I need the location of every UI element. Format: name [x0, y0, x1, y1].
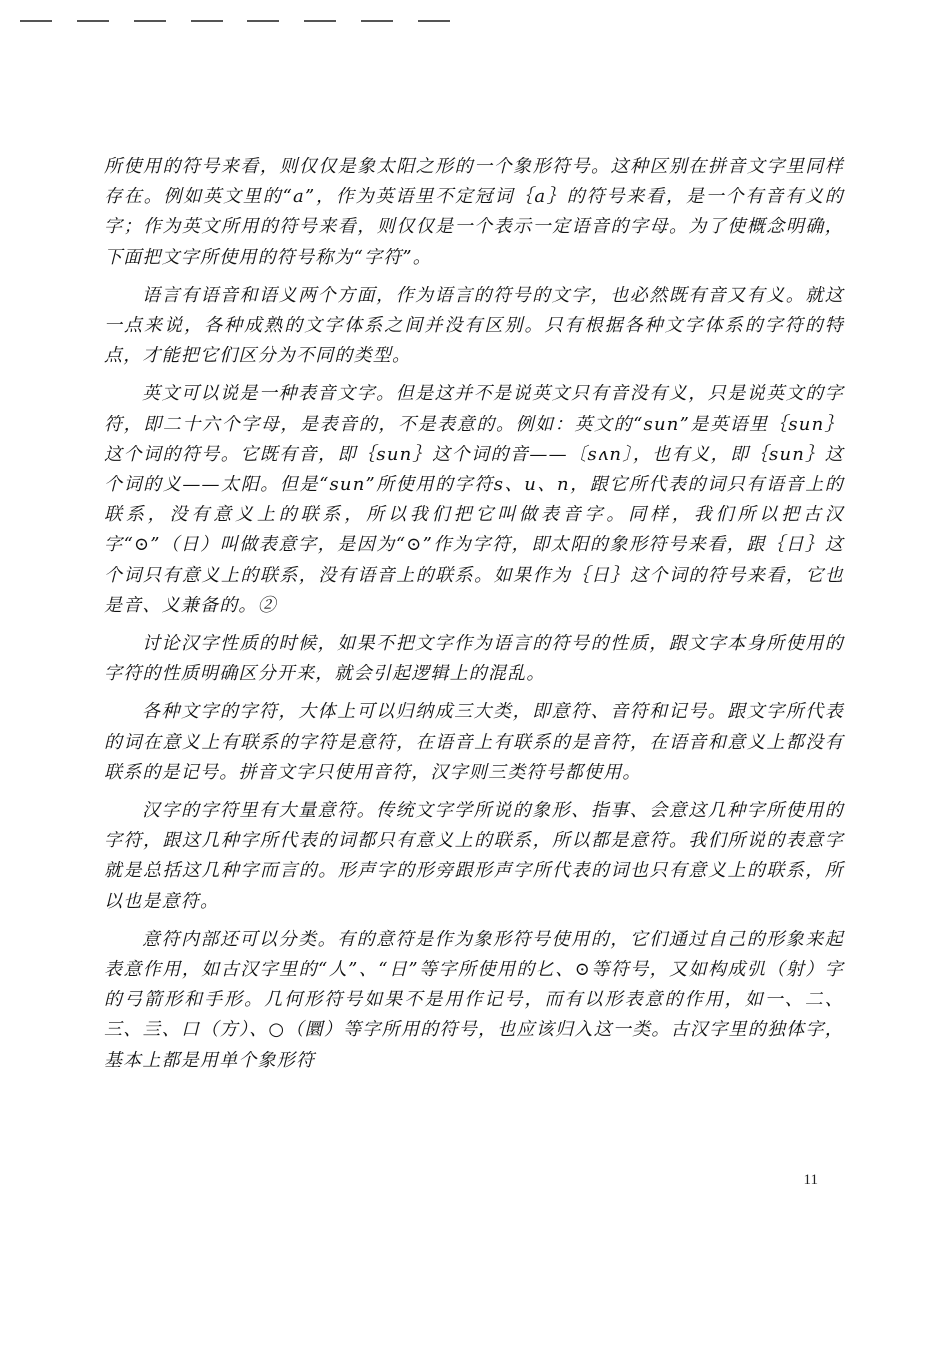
paragraph-continued: 所使用的符号来看，则仅仅是象太阳之形的一个象形符号。这种区别在拼音文字里同样存在。例如英文里的“a”，作为英语里不定冠词｛a｝的符号来看，是一个有音有义的字；作为英文所用的符号来看，则仅仅是一个表示一定语音的字母。为了使概念明确，下面把文字所使用的符号称为“字符”。 — [104, 156, 844, 268]
paragraph: 语言有语音和语义两个方面，作为语言的符号的文字，也必然既有音又有义。就这一点来说，各种成熟的文字体系之间并没有区别。只有根据各种文字体系的字符的特点，才能把它们区分为不同的类型。 — [104, 284, 844, 367]
dash — [20, 20, 52, 22]
dash — [361, 20, 393, 22]
dash — [134, 20, 166, 22]
page-number: 11 — [803, 1172, 818, 1188]
dash — [418, 20, 450, 22]
page-body — [104, 152, 844, 1084]
paragraph: 各种文字的字符，大体上可以归纳成三大类，即意符、音符和记号。跟文字所代表的词在意义上有联系的字符是意符，在语音上有联系的是音符，在语音和意义上都没有联系的是记号。拼音文字只使用音符，汉字则三类符号都使用。 — [104, 701, 844, 783]
dash — [304, 20, 336, 22]
paragraph: 意符内部还可以分类。有的意符是作为象形符号使用的，它们通过自己的形象来起表意作用，如古汉字里的“人”、“日”等字所使用的𠤎、⊙等符号，又如构成𢎪（射）字的弓箭形和手形。几何形符号如果不是用作记号，而有以形表意的作用，如一、二、三、亖、口（方）、○（圜）等字所用的符号，也应该归入这一类。古汉字里的独体字，基本上都是用单个象形符 — [104, 928, 844, 1071]
header-dash-rule — [20, 20, 450, 24]
dash — [247, 20, 279, 22]
paragraph: 英文可以说是一种表音文字。但是这并不是说英文只有音没有义，只是说英文的字符，即二十六个字母，是表音的，不是表意的。例如：英文的“sun”是英语里｛sun｝这个词的符号。它既有音，即｛sun｝这个词的音——〔sʌn〕，也有义，即｛sun｝这个词的义——太阳。但是“sun”所使用的字符s、u、n，跟它所代表的词只有语音上的联系，没有意义上的联系，所以我们把它叫做表音字。同样，我们所以把古汉字“⊙”（日）叫做表意字，是因为“⊙”作为字符，即太阳的象形符号来看，跟｛日｝这个词只有意义上的联系，没有语音上的联系。如果作为｛日｝这个词的符号来看，它也是音、义兼备的。② — [104, 383, 844, 616]
dash — [191, 20, 223, 22]
paragraph: 汉字的字符里有大量意符。传统文字学所说的象形、指事、会意这几种字所使用的字符，跟这几种字所代表的词都只有意义上的联系，所以都是意符。我们所说的表意字就是总括这几种字而言的。形声字的形旁跟形声字所代表的词也只有意义上的联系，所以也是意符。 — [104, 800, 844, 912]
dash — [77, 20, 109, 22]
paragraph: 讨论汉字性质的时候，如果不把文字作为语言的符号的性质，跟文字本身所使用的字符的性质明确区分开来，就会引起逻辑上的混乱。 — [104, 633, 844, 685]
